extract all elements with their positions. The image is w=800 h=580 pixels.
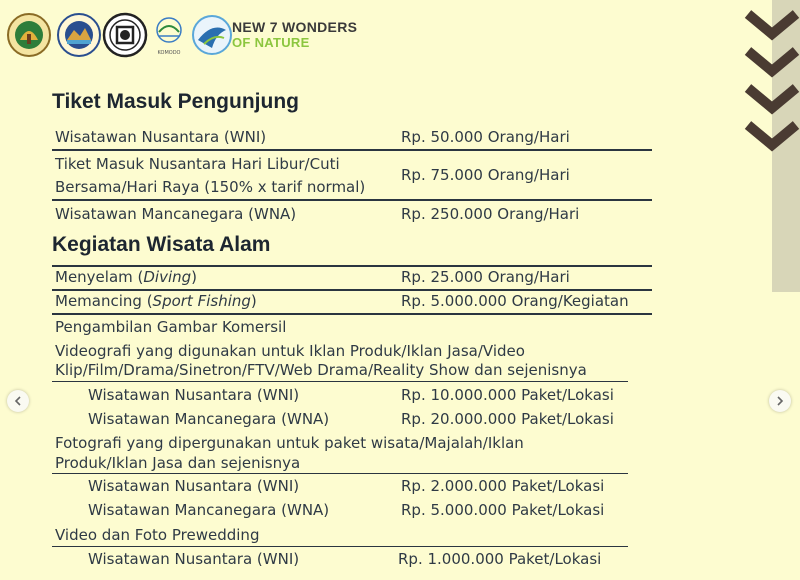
section-title-ticket: Tiket Masuk Pengunjung (52, 90, 299, 113)
group-desc: Produk/Iklan Jasa dan sejenisnya (55, 454, 301, 472)
carousel-next-button[interactable] (769, 390, 791, 412)
item-price: Rp. 1.000.000 Paket/Lokasi (398, 550, 602, 568)
svg-text:KOMODO: KOMODO (157, 50, 181, 56)
item-price: Rp. 5.000.000 Paket/Lokasi (401, 501, 605, 519)
brand-title (232, 20, 357, 50)
row-label: Tiket Masuk Nusantara Hari Libur/Cuti (55, 155, 340, 173)
ministry-logo (6, 12, 52, 58)
row-label: Menyelam (Diving) (55, 268, 198, 286)
komodo-biosphere-logo (148, 12, 190, 58)
row-price: Rp. 25.000 Orang/Hari (401, 268, 570, 286)
brand-line-1: NEW 7 WONDERS (232, 19, 358, 35)
row-label: Pengambilan Gambar Komersil (55, 318, 287, 336)
divider (52, 265, 652, 267)
divider (52, 381, 628, 382)
divider (52, 473, 628, 474)
row-price: Rp. 50.000 Orang/Hari (401, 128, 570, 146)
row-label: Wisatawan Nusantara (WNI) (55, 128, 267, 146)
item-price: Rp. 2.000.000 Paket/Lokasi (401, 477, 605, 495)
divider (52, 313, 652, 315)
group-desc: Video dan Foto Prewedding (55, 526, 260, 544)
item-label: Wisatawan Nusantara (WNI) (88, 386, 300, 404)
item-label: Wisatawan Nusantara (WNI) (88, 477, 300, 495)
divider (52, 149, 652, 151)
chevron-down-icon (748, 125, 796, 145)
section-title-activities: Kegiatan Wisata Alam (52, 233, 271, 256)
chevron-left-icon (13, 396, 23, 406)
divider (52, 546, 628, 547)
row-label: Memancing (Sport Fishing) (55, 292, 257, 310)
chevron-right-icon (775, 396, 785, 406)
group-desc: Klip/Film/Drama/Sinetron/FTV/Web Drama/Reality Show dan sejenisnya (55, 361, 587, 379)
new7wonders-emblem (190, 12, 234, 58)
national-park-logo (56, 12, 102, 58)
row-price: Rp. 75.000 Orang/Hari (401, 166, 570, 184)
chevron-down-icon (748, 88, 796, 108)
chevron-down-icon (748, 14, 796, 34)
row-price: Rp. 250.000 Orang/Hari (401, 205, 580, 223)
item-price: Rp. 10.000.000 Paket/Lokasi (401, 386, 614, 404)
brand-line-2: OF NATURE (232, 35, 310, 50)
row-label: Bersama/Hari Raya (150% x tarif normal) (55, 178, 366, 196)
item-label: Wisatawan Mancanegara (WNA) (88, 410, 330, 428)
group-desc: Videografi yang digunakan untuk Iklan Produk/Iklan Jasa/Video (55, 342, 525, 360)
decor-chevrons (744, 10, 800, 160)
chevron-down-icon (748, 51, 796, 71)
world-heritage-logo (102, 12, 148, 58)
row-price: Rp. 5.000.000 Orang/Kegiatan (401, 292, 629, 310)
item-price: Rp. 20.000.000 Paket/Lokasi (401, 410, 614, 428)
carousel-prev-button[interactable] (7, 390, 29, 412)
item-label: Wisatawan Mancanegara (WNA) (88, 501, 330, 519)
group-desc: Fotografi yang dipergunakan untuk paket wisata/Majalah/Iklan (55, 434, 524, 452)
divider (52, 199, 652, 201)
divider (52, 289, 652, 291)
row-label: Wisatawan Mancanegara (WNA) (55, 205, 297, 223)
item-label: Wisatawan Nusantara (WNI) (88, 550, 300, 568)
